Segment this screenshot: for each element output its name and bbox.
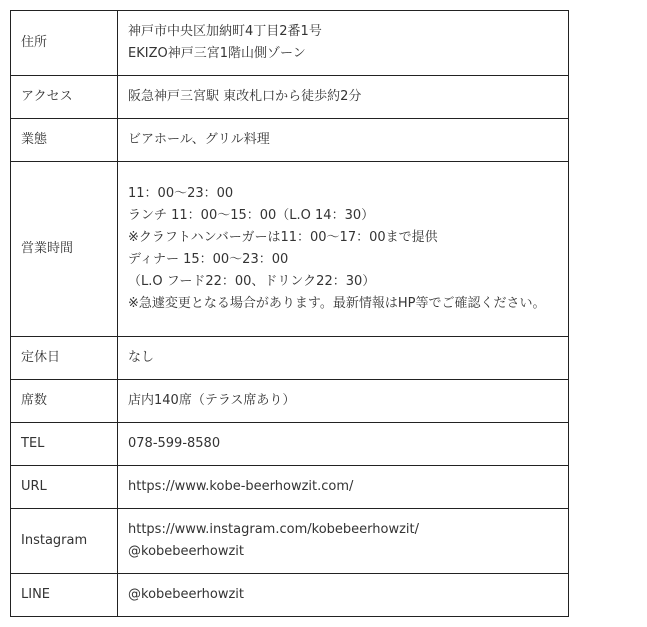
instagram-handle: @kobebeerhowzit xyxy=(128,544,244,559)
hours-line-2: ランチ 11：00〜15：00（L.O 14：30） xyxy=(128,208,375,223)
row-label-hours: 営業時間 xyxy=(11,162,118,337)
table-row-line xyxy=(11,574,569,617)
row-label-url: URL xyxy=(11,466,118,509)
tel-number[interactable]: 078-599-8580 xyxy=(128,436,221,451)
hours-line-6: ※急遽変更となる場合があります。最新情報はHP等でご確認ください。 xyxy=(128,296,546,311)
line-handle: @kobebeerhowzit xyxy=(128,587,244,602)
row-value-hours xyxy=(118,162,569,337)
table-row-hours xyxy=(11,162,569,337)
row-label-business-type: 業態 xyxy=(11,119,118,162)
row-label-closed-days: 定休日 xyxy=(11,337,118,380)
table-row-tel xyxy=(11,423,569,466)
store-info-table xyxy=(10,10,569,617)
hours-line-5: （L.O フード22：00、ドリンク22：30） xyxy=(128,274,376,289)
row-value-closed-days xyxy=(118,337,569,380)
table-row-url xyxy=(11,466,569,509)
row-value-instagram xyxy=(118,509,569,574)
row-value-url xyxy=(118,466,569,509)
row-value-address xyxy=(118,11,569,76)
table-row-instagram xyxy=(11,509,569,574)
instagram-link[interactable]: https://www.instagram.com/kobebeerhowzit/ xyxy=(128,522,419,537)
address-line-2: EKIZO神戸三宮1階山側ゾーン xyxy=(128,46,306,61)
row-value-tel xyxy=(118,423,569,466)
closed-days-line: なし xyxy=(128,350,155,365)
row-label-access: アクセス xyxy=(11,76,118,119)
row-value-seats xyxy=(118,380,569,423)
row-label-seats: 席数 xyxy=(11,380,118,423)
row-value-access xyxy=(118,76,569,119)
row-label-line: LINE xyxy=(11,574,118,617)
table-row-access xyxy=(11,76,569,119)
hours-line-4: ディナー 15：00〜23：00 xyxy=(128,252,289,267)
row-label-tel: TEL xyxy=(11,423,118,466)
row-label-address: 住所 xyxy=(11,11,118,76)
table-row-closed-days xyxy=(11,337,569,380)
access-line: 阪急神戸三宮駅 東改札口から徒歩約2分 xyxy=(128,89,362,104)
website-link[interactable]: https://www.kobe-beerhowzit.com/ xyxy=(128,479,354,494)
row-label-instagram: Instagram xyxy=(11,509,118,574)
table-row-address xyxy=(11,11,569,76)
seats-line: 店内140席（テラス席あり） xyxy=(128,393,296,408)
hours-line-3: ※クラフトハンバーガーは11：00〜17：00まで提供 xyxy=(128,230,438,245)
business-type-line: ビアホール、グリル料理 xyxy=(128,132,270,147)
table-row-seats xyxy=(11,380,569,423)
row-value-business-type xyxy=(118,119,569,162)
address-line-1: 神戸市中央区加納町4丁目2番1号 xyxy=(128,24,322,39)
hours-line-1: 11：00〜23：00 xyxy=(128,186,234,201)
row-value-line xyxy=(118,574,569,617)
table-row-business-type xyxy=(11,119,569,162)
